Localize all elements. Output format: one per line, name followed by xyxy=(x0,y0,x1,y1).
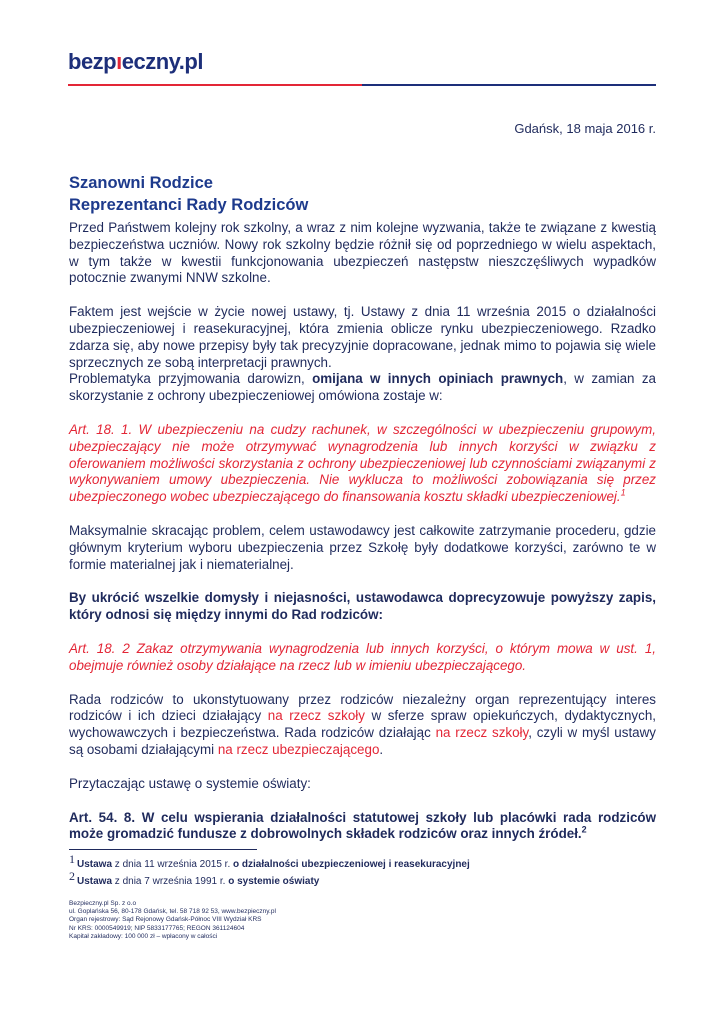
company-logo: bezpıeczny.pl xyxy=(68,49,203,74)
footnote-ref-2: 2 xyxy=(581,824,587,835)
company-details xyxy=(69,900,276,941)
quote-art-54: Art. 54. 8. W celu wspierania działalności statutowej szkoły lub placówki rada rodziców może gromadzić fundusze z dobrowolnych składek rodziców oraz innych źródeł.$^2$ xyxy=(69,809,656,842)
footnote-ref-1: 1 xyxy=(620,487,626,498)
company-registry: Organ rejestrowy: Sąd Rejonowy Gdańsk-Północ VIII Wydział KRS xyxy=(69,916,262,924)
salutation-line-1: Szanowni Rodzice xyxy=(69,174,213,192)
letter-body xyxy=(69,220,656,860)
salutation xyxy=(69,172,656,216)
footnote-separator xyxy=(69,849,257,850)
company-capital: Kapitał zakładowy: 100 000 zł – wpłacony w całości xyxy=(69,932,218,940)
salutation-line-2: Reprezentanci Rady Rodziców xyxy=(69,196,309,214)
paragraph-intro: Przed Państwem kolejny rok szkolny, a wraz z nim kolejne wyzwania, także te związane z kwestią bezpieczeństwa uczniów. Nowy rok szkolny będzie różnił się od poprzedniego w wielu aspektach, w tym także w kwestii funkcjonowania ubezpieczeń następstw nieszczęśliwych wypadków potocznie zwanymi NNW szkolne. xyxy=(69,220,656,286)
quote-art-18-1: Art. 18. 1. W ubezpieczeniu na cudzy rachunek, w szczególności w ubezpieczeniu grupowym, ubezpieczający nie może otrzymywać wynagrodzenia lub innych korzyści w związku z oferowaniem możliwości skorzystania z ochrony ubezpieczeniowej lub czynnościami związanymi z wykonywaniem umowy ubezpieczenia. Nie wyklucza to możliwości zobowiązania się przez ubezpieczonego wobec ubezpieczającego do finansowania kosztu składki ubezpieczeniowej.$^1$ xyxy=(69,421,656,505)
quote-art-18-2: Art. 18. 2 Zakaz otrzymywania wynagrodzenia lub innych korzyści, o którym mowa w ust. 1, obejmuje również osoby działające na rzecz lub w imieniu ubezpieczającego. xyxy=(69,640,656,673)
paragraph-parents-council: Rada rodziców to ukonstytuowany przez rodziców niezależny organ reprezentujący interes rodziców i ich dzieci działający na rzecz szkoły w sferze spraw opiekuńczych, dydaktycznych, wychowawczych i bezpieczeństwa. Rada rodziców działając na rzecz szkoły, czyli w myśl ustawy są osobami działającymi na rzecz ubezpieczającego. xyxy=(69,691,656,757)
paragraph-donations: Problematyka przyjmowania darowizn, omijana w innych opiniach prawnych, w zamian za skorzystanie z ochrony ubezpieczeniowej omówiona zostaje w: xyxy=(69,371,656,404)
company-address: ul. Goplańska 56, 80-178 Gdańsk, tel. 58 718 92 53, www.bezpieczny.pl xyxy=(69,908,276,916)
footnote-2: 2 Ustawa z dnia 7 września 1991 r. o systemie oświaty xyxy=(69,868,320,887)
footnotes xyxy=(69,851,659,890)
footnote-1: 1 Ustawa z dnia 11 września 2015 r. o działalności ubezpieczeniowej i reasekuracyjnej xyxy=(69,851,470,870)
letter-date: Gdańsk, 18 maja 2016 r. xyxy=(514,121,656,136)
company-ids: Nr KRS: 0000549919; NIP 5833177765; REGON 361124604 xyxy=(69,924,245,932)
company-name: Bezpieczny.pl Sp. z o.o xyxy=(69,900,137,907)
paragraph-new-law: Faktem jest wejście w życie nowej ustawy, tj. Ustawy z dnia 11 września 2015 o działalności ubezpieczeniowej i reasekuracyjnej, która zmienia oblicze rynku ubezpieczeniowego. Rzadko zdarza się, aby nowe przepisy były tak precyzyjnie dopracowane, jednak mimo to pojawia się wiele sprzecznych ze sobą interpretacji prawnych. xyxy=(69,304,656,370)
header-rule-red xyxy=(68,84,362,86)
header-rule-blue xyxy=(362,84,656,86)
paragraph-clarification: By ukrócić wszelkie domysły i niejasności, ustawodawca doprecyzowuje powyższy zapis, który odnosi się między innymi do Rad rodziców: xyxy=(69,590,656,623)
paragraph-education-act: Przytaczając ustawę o systemie oświaty: xyxy=(69,775,311,791)
paragraph-summary: Maksymalnie skracając problem, celem ustawodawcy jest całkowite zatrzymanie procederu, gdzie głównym kryterium wyboru ubezpieczenia przez Szkołę były dodatkowe korzyści, zarówno te w formie materialnej jak i niematerialnej. xyxy=(69,522,656,572)
